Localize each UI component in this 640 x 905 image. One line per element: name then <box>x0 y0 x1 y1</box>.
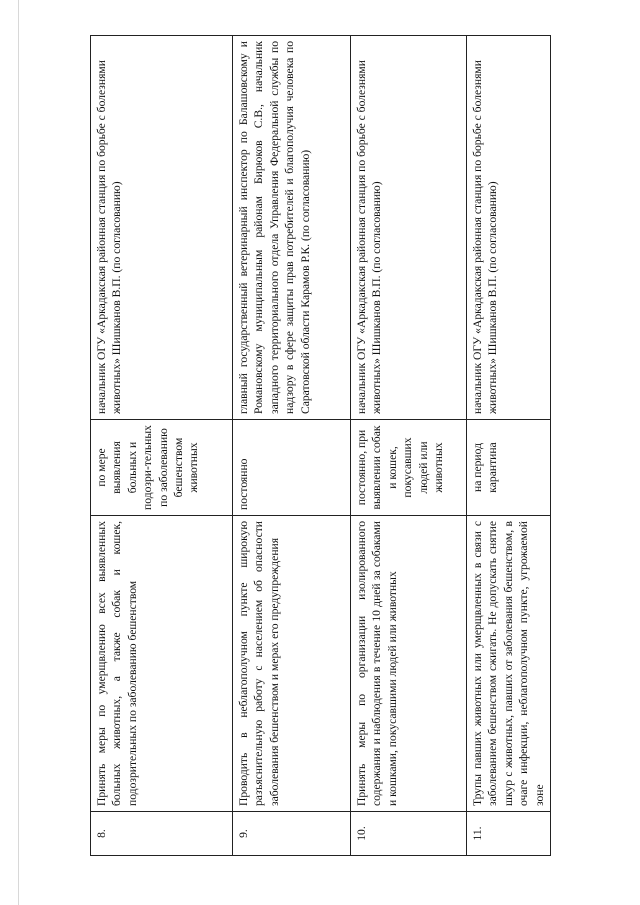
responsible-cell: главный государственный ветеринарный инспектор по Балашовскому и Романовскому муниципальным районам Бирюков С.В., начальник западного территориального отдела Управления Федеральной службы по надзору в сфере защиты прав потребителей и благополучия человека по Саратовской области Карамов Р.К. (по согласованию) <box>233 36 351 420</box>
row-number: 9. <box>233 812 351 856</box>
term-cell: постоянно, при выявлении собак и кошек, покусавших людей или животных <box>351 420 467 516</box>
measure-cell: Трупы павших животных или умерщвленных в связи с заболеванием бешенством сжигать. Не допускать снятие шкур с животных, павших от заболевания бешенством, в очаге инфекции, неблагополучном пункте, угрожаемой зоне <box>467 516 551 812</box>
term-cell: постоянно <box>233 420 351 516</box>
measures-table <box>90 35 551 856</box>
row-number: 11. <box>467 812 551 856</box>
table-row <box>351 36 467 856</box>
measure-cell: Принять меры по организации изолированного содержания и наблюдения в течение 10 дней за собаками и кошками, покусавшими людей или животных <box>351 516 467 812</box>
responsible-cell: начальник ОГУ «Аркадакская районная станция по борьбе с болезнями животных» Шишканов В.П. (по согласованию) <box>351 36 467 420</box>
term-cell: на период карантина <box>467 420 551 516</box>
row-number: 10. <box>351 812 467 856</box>
measure-cell: Принять меры по умерщвлению всех выявленных больных животных, а также собак и кошек, подозрительных по заболеванию бешенством <box>91 516 233 812</box>
measure-cell: Проводить в неблагополучном пункте широкую разъяснительную работу с населением об опасности заболевания бешенством и мерах его предупреждения <box>233 516 351 812</box>
term-cell: по мере выявления больных и подозри-тельных по заболеванию бешенством животных <box>91 420 233 516</box>
table-row <box>91 36 233 856</box>
responsible-cell: начальник ОГУ «Аркадакская районная станция по борьбе с болезнями животных» Шишканов В.П. (по согласованию) <box>91 36 233 420</box>
table-row <box>233 36 351 856</box>
page-edge-line <box>18 0 19 905</box>
rotated-table-container <box>90 36 546 856</box>
row-number: 8. <box>91 812 233 856</box>
responsible-cell: начальник ОГУ «Аркадакская районная станция по борьбе с болезнями животных» Шишканов В.П. (по согласованию) <box>467 36 551 420</box>
table-row <box>467 36 551 856</box>
